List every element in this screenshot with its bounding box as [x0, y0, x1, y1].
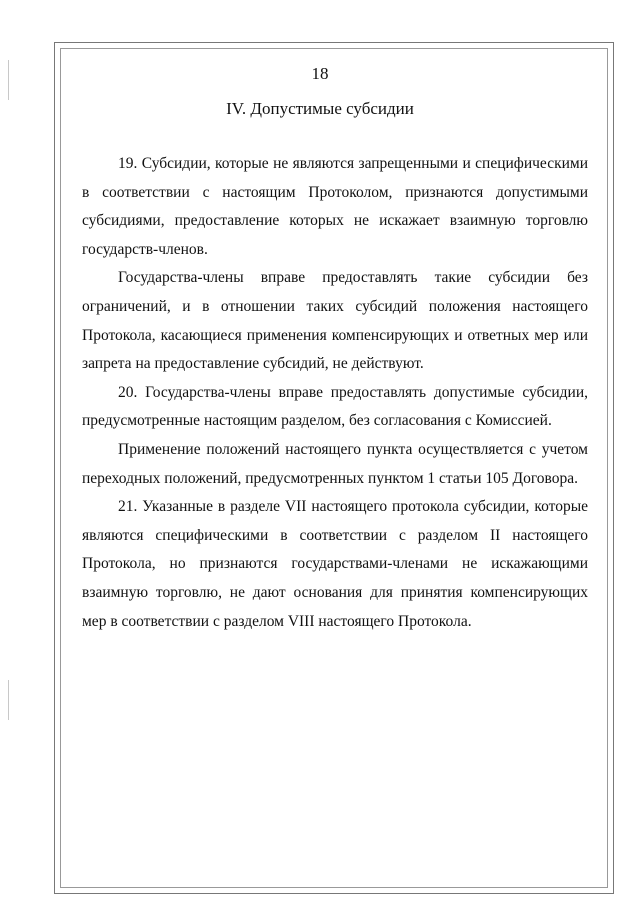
- paragraph-19-continued: Государства-члены вправе предоставлять такие субсидии без ограничений, и в отношении таких субсидий положения настоящего Протокола, касающиеся применения компенсирующих и ответных мер или запрета на предоставление субсидий, не действуют.: [82, 269, 588, 373]
- scan-margin-mark-left: [8, 680, 9, 720]
- document-body: [82, 150, 588, 636]
- page-number: 18: [311, 64, 329, 83]
- paragraph-21: 21. Указанные в разделе VII настоящего протокола субсидии, которые являются специфическими в соответствии с разделом II настоящего Протокола, но признаются государствами-членами не искажающими взаимную торговлю, не дают основания для принятия компенсирующих мер в соответствии с разделом VIII настоящего Протокола.: [82, 498, 588, 630]
- paragraph-20: 20. Государства-члены вправе предоставлять допустимые субсидии, предусмотренные настоящим разделом, без согласования с Комиссией.: [82, 383, 588, 430]
- section-title: IV. Допустимые субсидии: [226, 99, 414, 118]
- paragraph-19: 19. Субсидии, которые не являются запрещенными и специфическими в соответствии с настоящим Протоколом, признаются допустимыми субсидиями, предоставление которых не искажает взаимную торговлю государств-членов.: [82, 155, 588, 258]
- paragraph-20-continued: Применение положений настоящего пункта осуществляется с учетом переходных положений, предусмотренных пунктом 1 статьи 105 Договора.: [82, 440, 588, 487]
